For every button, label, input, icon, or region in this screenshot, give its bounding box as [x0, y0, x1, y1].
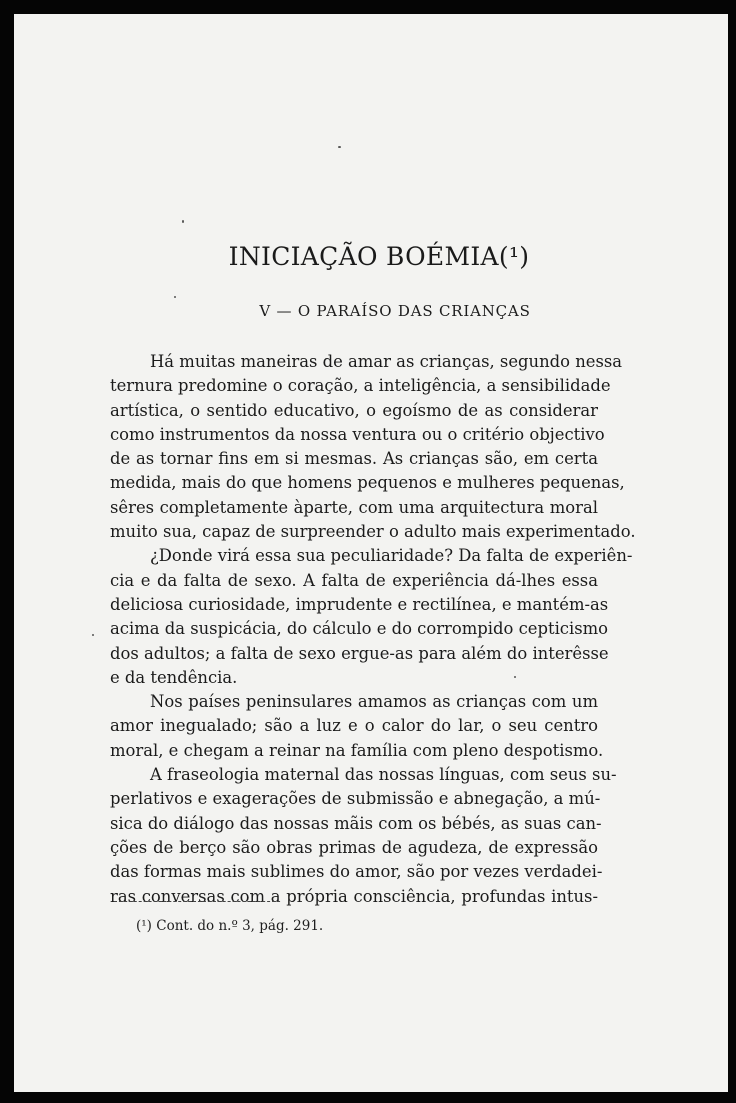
footnote-rule: [114, 901, 280, 902]
text-line: Nos países peninsulares amamos as crianças com um: [150, 692, 598, 712]
text-line: de as tornar fins em si mesmas. As crianças são, em certa: [110, 449, 598, 469]
footnote: (¹) Cont. do n.º 3, pág. 291.: [136, 918, 324, 934]
text-line: dos adultos; a falta de sexo ergue-as para além do interêsse: [110, 643, 609, 663]
text-line: acima da suspicácia, do cálculo e do corrompido cepticismo: [110, 619, 609, 639]
text-line: como instrumentos da nossa ventura ou o critério objectivo: [110, 424, 605, 444]
text-line: ções de berço são obras primas de agudeza, de expressão: [110, 837, 598, 857]
text-line: artística, o sentido educativo, o egoísmo de as considerar: [110, 400, 598, 420]
scanned-page: [14, 14, 728, 1092]
paper-speck: [514, 676, 516, 678]
text-line: deliciosa curiosidade, imprudente e rectilínea, e mantém-as: [110, 594, 609, 614]
text-line: Há muitas maneiras de amar as crianças, segundo nessa: [150, 352, 623, 371]
text-line: ¿Donde virá essa sua peculiaridade? Da falta de experiên-: [150, 546, 633, 566]
text-line: ternura predomine o coração, a inteligência, a sensibilidade: [110, 376, 611, 396]
text-line: medida, mais do que homens pequenos e mulheres pequenas,: [110, 473, 625, 493]
text-line: cia e da falta de sexo. A falta de experiência dá-lhes essa: [110, 570, 598, 590]
paper-speck: [338, 146, 341, 148]
chapter-title: [14, 242, 728, 271]
text-line: amor inegualado; são a luz e o calor do lar, o seu centro: [110, 716, 598, 736]
text-line: ras conversas com a própria consciência, profundas intus-: [110, 886, 598, 906]
text-line: A fraseologia maternal das nossas línguas, com seus su-: [150, 765, 617, 785]
text-line: e da tendência.: [110, 667, 238, 687]
text-line: sêres completamente àparte, com uma arquitectura moral: [110, 497, 598, 517]
paper-speck: [182, 220, 184, 223]
text-line: sica do diálogo das nossas mãis com os bébés, as suas can-: [110, 813, 602, 833]
title-footnote-mark: (¹): [498, 242, 530, 271]
section-subtitle: V — O PARAÍSO DAS CRIANÇAS: [259, 302, 531, 320]
title-text: INICIAÇÃO BOÉMIA: [228, 242, 499, 271]
paper-speck: [174, 296, 176, 298]
text-line: moral, e chegam a reinar na família com pleno despotismo.: [110, 740, 604, 760]
body-text: [110, 350, 636, 909]
text-line: perlativos e exagerações de submissão e abnegação, a mú-: [110, 789, 601, 809]
text-line: muito sua, capaz de surpreender o adulto mais experimentado.: [110, 522, 636, 542]
paper-speck: [92, 634, 94, 636]
text-line: das formas mais sublimes do amor, são por vezes verdadei-: [110, 862, 603, 882]
